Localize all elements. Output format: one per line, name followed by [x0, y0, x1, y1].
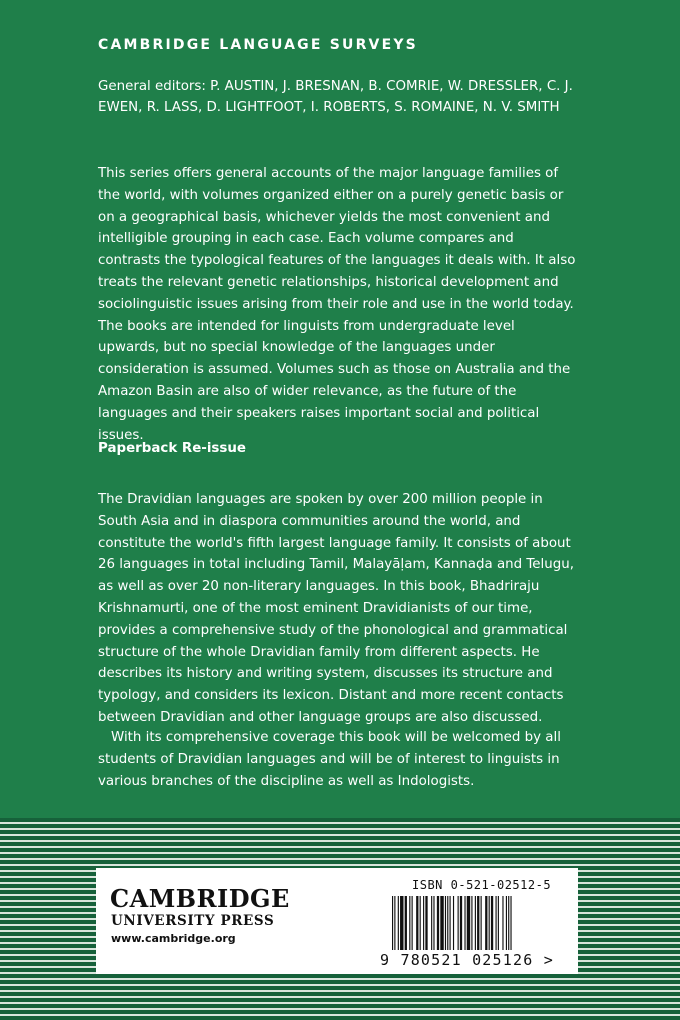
barcode-bar	[467, 896, 470, 950]
barcode-bar	[450, 896, 451, 950]
barcode-bar	[464, 896, 465, 950]
barcode-bar	[502, 896, 503, 950]
barcode-bar	[431, 896, 432, 950]
barcode-bar	[508, 896, 509, 950]
publisher-panel	[96, 868, 578, 974]
book-description-continued: With its comprehensive coverage this book will be welcomed by all students of Dravidian languages and will be of interest to linguists in various branches of the discipline as well as Indologists.	[98, 730, 561, 789]
barcode-bar	[477, 896, 479, 950]
barcode-bar	[475, 896, 476, 950]
barcode-bar	[437, 896, 439, 950]
barcode-bar	[491, 896, 493, 950]
barcode-bar	[412, 896, 413, 950]
barcode-bar	[485, 896, 487, 950]
general-editors: General editors: P. AUSTIN, J. BRESNAN, B. COMRIE, W. DRESSLER, C. J. EWEN, R. LASS, D. LIGHTFOOT, I. ROBERTS, S. ROMAINE, N. V. SMITH	[98, 79, 573, 115]
publisher-website[interactable]: www.cambridge.org	[111, 932, 236, 945]
barcode-bar	[416, 896, 418, 950]
barcode-bar	[433, 896, 434, 950]
barcode-bar	[445, 896, 446, 950]
barcode-bar	[420, 896, 421, 950]
barcode	[392, 896, 572, 950]
barcode-bar	[394, 896, 395, 950]
barcode-bar	[409, 896, 410, 950]
barcode-bar	[392, 896, 393, 950]
barcode-bar	[481, 896, 482, 950]
barcode-bar	[460, 896, 462, 950]
barcode-bar	[498, 896, 499, 950]
barcode-bar	[471, 896, 472, 950]
barcode-bar	[489, 896, 490, 950]
barcode-bar	[510, 896, 511, 950]
publisher-subtitle: UNIVERSITY PRESS	[111, 913, 275, 929]
barcode-bar	[405, 896, 407, 950]
barcode-bar	[458, 896, 459, 950]
barcode-bar	[425, 896, 427, 950]
barcode-bar	[423, 896, 424, 950]
series-title: CAMBRIDGE LANGUAGE SURVEYS	[98, 37, 418, 53]
barcode-bar	[400, 896, 403, 950]
barcode-bar	[453, 896, 454, 950]
book-description: The Dravidian languages are spoken by over 200 million people in South Asia and in diaspora communities around the world, and constitute the world's fifth largest language family. It consists of about 26 languages in total including Tamil, Malayāḷam, Kannaḍa and Telugu, as well as over 20 non-literary languages. In this book, Bhadriraju Krishnamurti, one of the most eminent Dravidianists of our time, provides a comprehensive study of the phonological and grammatical structure of the whole Dravidian family from different aspects. He describes its history and writing system, discusses its structure and typology, and considers its lexicon. Distant and more recent contacts between Dravidian and other language groups are also discussed.	[98, 492, 574, 725]
barcode-bar	[440, 896, 443, 950]
series-description: This series offers general accounts of the major language families of the world, with volumes organized either on a purely genetic basis or on a geographical basis, whichever yields the most convenient and intelligible grouping in each case. Each volume compares and contrasts the typological features of the languages it deals with. It also treats the relevant genetic relationships, historical development and sociolinguistic issues arising from their role and use in the world today. The books are intended for linguists from undergraduate level upwards, but no special knowledge of the languages under consideration is assumed. Volumes such as those on Australia and the Amazon Basin are also of wider relevance, as the future of the languages and their speakers raises important social and political issues.	[98, 166, 576, 443]
barcode-number: 9 780521 025126 >	[380, 951, 554, 969]
reissue-label: Paperback Re-issue	[98, 441, 246, 456]
barcode-bar	[447, 896, 448, 950]
isbn-label: ISBN 0-521-02512-5	[412, 878, 552, 892]
barcode-bar	[398, 896, 399, 950]
publisher-name: CAMBRIDGE	[110, 884, 290, 913]
barcode-bar	[506, 896, 507, 950]
barcode-bar	[496, 896, 497, 950]
